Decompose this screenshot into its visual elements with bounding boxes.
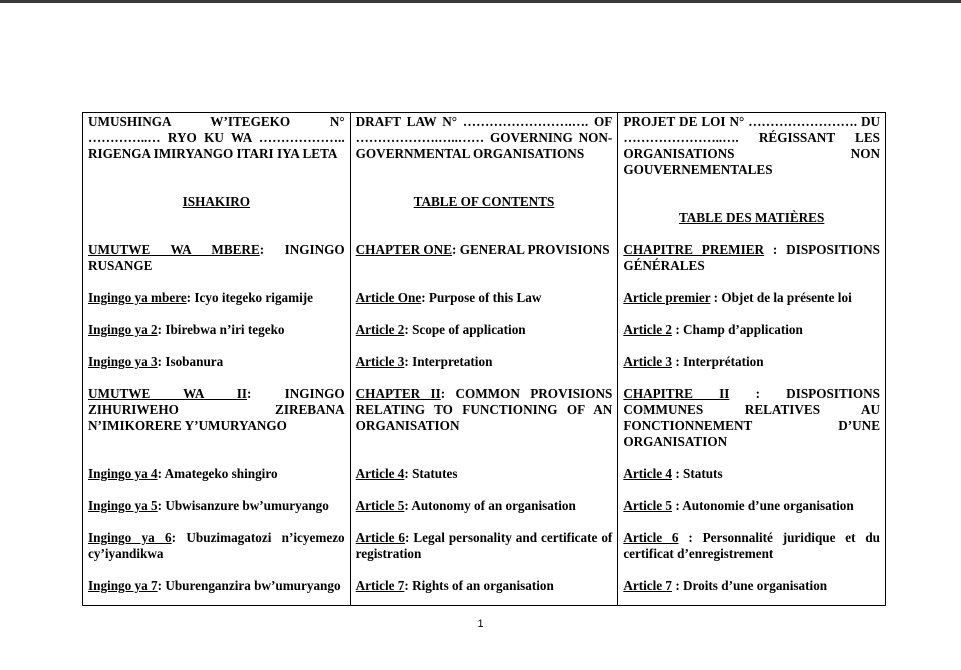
entry-label: Article 2 xyxy=(623,322,673,337)
entry-text: Purpose of this Law xyxy=(428,290,542,305)
entry-separator: : xyxy=(404,498,412,513)
entry-text: Autonomy of an organisation xyxy=(411,498,576,513)
article-entry xyxy=(88,466,345,482)
entry-label: Article premier xyxy=(623,290,711,305)
trilingual-toc-table xyxy=(82,112,886,606)
spacer xyxy=(356,482,613,498)
spacer xyxy=(88,434,345,466)
entry-separator: : xyxy=(157,498,166,513)
page-number: 1 xyxy=(477,618,484,630)
entry-label: Article 7 xyxy=(623,578,673,593)
spacer xyxy=(88,210,345,242)
chapter-entry xyxy=(88,242,345,274)
entry-label: Article 4 xyxy=(623,466,673,481)
entry-separator: : xyxy=(404,578,413,593)
entry-separator: : xyxy=(157,466,165,481)
chapter-entry xyxy=(623,386,880,450)
entry-text: Ubwisanzure bw’umuryango xyxy=(165,498,329,513)
entry-separator: : xyxy=(729,386,787,401)
spacer xyxy=(88,370,345,386)
spacer xyxy=(623,338,880,354)
column-kinyarwanda xyxy=(83,113,351,606)
spacer xyxy=(356,514,613,530)
entry-text: Objet de la présente loi xyxy=(721,290,852,305)
spacer xyxy=(356,306,613,322)
entry-separator: : xyxy=(672,498,683,513)
spacer xyxy=(356,338,613,354)
article-entry xyxy=(623,322,880,338)
entry-text: Interprétation xyxy=(683,354,764,369)
toc-heading: ISHAKIRO xyxy=(182,194,251,209)
article-entry xyxy=(356,290,613,306)
entry-text: Scope of application xyxy=(412,322,526,337)
entry-separator: : xyxy=(440,386,456,401)
entry-label: UMUTWE WA II xyxy=(88,386,248,401)
entry-label: CHAPTER II xyxy=(355,386,441,401)
entry-label: Ingingo ya 3 xyxy=(88,354,158,369)
spacer xyxy=(623,226,880,242)
article-entry xyxy=(623,498,880,514)
article-entry xyxy=(88,290,345,306)
entry-label: Article One xyxy=(355,290,422,305)
entry-label: Article 5 xyxy=(623,498,673,513)
entry-separator: : xyxy=(672,354,684,369)
article-entry xyxy=(356,498,613,514)
spacer xyxy=(356,162,613,194)
entry-label: CHAPITRE PREMIER xyxy=(623,242,765,257)
entry-separator: : xyxy=(421,290,429,305)
spacer xyxy=(356,434,613,466)
table-row xyxy=(83,113,886,606)
entry-label: UMUTWE WA MBERE xyxy=(88,242,260,257)
entry-separator: : xyxy=(171,530,187,545)
article-entry xyxy=(623,290,880,306)
entry-text: Statutes xyxy=(412,466,458,481)
entry-label: Ingingo ya mbere xyxy=(88,290,187,305)
entry-separator: : xyxy=(710,290,722,305)
entry-separator: : xyxy=(157,354,166,369)
law-title: DRAFT LAW N° …………………….…. OF ……………….…..…… GOVERNING NON-GOVERNMENTAL ORGANISATIONS xyxy=(355,114,613,161)
entry-text: Personnalité juridique et du certificat d’enregistrement xyxy=(623,530,880,561)
chapter-entry xyxy=(623,242,880,274)
entry-label: Ingingo ya 4 xyxy=(88,466,158,481)
toc-heading: TABLE DES MATIÈRES xyxy=(678,210,825,225)
entry-text: DISPOSITIONS GÉNÉRALES xyxy=(623,242,880,273)
entry-text: COMMON PROVISIONS RELATING TO FUNCTIONING OF AN ORGANISATION xyxy=(355,386,613,433)
entry-separator: : xyxy=(186,290,195,305)
entry-separator: : xyxy=(452,242,460,257)
entry-separator: : xyxy=(404,322,413,337)
spacer xyxy=(356,258,613,290)
entry-label: Ingingo ya 2 xyxy=(88,322,158,337)
entry-text: Rights of an organisation xyxy=(412,578,554,593)
article-entry xyxy=(356,530,613,562)
entry-separator: : xyxy=(259,242,285,257)
entry-text: INGINGO ZIHURIWEHO ZIREBANA N’IMIKORERE Y’UMURYANGO xyxy=(88,386,345,433)
spacer xyxy=(623,450,880,466)
spacer xyxy=(356,210,613,242)
spacer xyxy=(88,338,345,354)
spacer xyxy=(623,562,880,578)
article-entry xyxy=(623,578,880,594)
entry-text: Droits d’une organisation xyxy=(683,578,828,593)
spacer xyxy=(88,306,345,322)
entry-separator: : xyxy=(764,242,787,257)
entry-text: Statuts xyxy=(683,466,723,481)
entry-text: Ubuzimagatozi n’icyemezo cy’iyandikwa xyxy=(88,530,345,561)
entry-text: Legal personality and certificate of registration xyxy=(355,530,613,561)
entry-label: CHAPTER ONE xyxy=(355,242,453,257)
spacer xyxy=(623,306,880,322)
spacer xyxy=(623,514,880,530)
entry-label: Article 5 xyxy=(355,498,405,513)
article-entry xyxy=(88,498,345,514)
article-entry xyxy=(356,466,613,482)
entry-text: INGINGO RUSANGE xyxy=(88,242,345,273)
entry-text: GENERAL PROVISIONS xyxy=(459,242,610,257)
entry-label: Ingingo ya 6 xyxy=(88,530,172,545)
article-entry xyxy=(88,578,345,594)
chapter-entry xyxy=(88,386,345,434)
entry-label: Article 2 xyxy=(355,322,405,337)
article-entry xyxy=(623,466,880,482)
entry-separator: : xyxy=(157,322,166,337)
article-entry xyxy=(623,354,880,370)
article-entry xyxy=(356,322,613,338)
entry-separator: : xyxy=(157,578,166,593)
entry-label: CHAPITRE II xyxy=(623,386,730,401)
entry-text: Interpretation xyxy=(412,354,493,369)
spacer xyxy=(623,370,880,386)
entry-label: Article 6 xyxy=(355,530,406,545)
spacer xyxy=(88,562,345,578)
entry-separator: : xyxy=(672,466,684,481)
law-title: UMUSHINGA W’ITEGEKO N° …………..… RYO KU WA ……………….. RIGENGA IMIRYANGO ITARI IYA LETA xyxy=(88,114,345,161)
entry-separator: : xyxy=(247,386,285,401)
entry-text: Icyo itegeko rigamije xyxy=(194,290,314,305)
entry-text: Autonomie d’une organisation xyxy=(682,498,854,513)
spacer xyxy=(623,482,880,498)
spacer xyxy=(88,514,345,530)
column-english xyxy=(350,113,618,606)
entry-label: Article 6 xyxy=(623,530,679,545)
chapter-entry xyxy=(356,386,613,434)
toc-heading: TABLE OF CONTENTS xyxy=(413,194,555,209)
entry-label: Article 3 xyxy=(623,354,673,369)
spacer xyxy=(88,274,345,290)
window-top-border xyxy=(0,0,961,3)
entry-text: Champ d’application xyxy=(683,322,803,337)
spacer xyxy=(623,178,880,210)
spacer xyxy=(356,562,613,578)
article-entry xyxy=(88,354,345,370)
entry-separator: : xyxy=(672,322,684,337)
entry-label: Ingingo ya 5 xyxy=(88,498,158,513)
entry-separator: : xyxy=(678,530,703,545)
entry-text: Uburenganzira bw’umuryango xyxy=(165,578,341,593)
law-title: PROJET DE LOI N° ……………………. DU …………………..…. RÉGISSANT LES ORGANISATIONS NON GOUVERNEMENTALES xyxy=(623,114,880,177)
entry-separator: : xyxy=(404,466,413,481)
entry-label: Article 3 xyxy=(355,354,405,369)
entry-separator: : xyxy=(672,578,684,593)
article-entry xyxy=(88,530,345,562)
entry-text: DISPOSITIONS COMMUNES RELATIVES AU FONCTIONNEMENT D’UNE ORGANISATION xyxy=(623,386,880,449)
spacer xyxy=(88,162,345,194)
spacer xyxy=(356,370,613,386)
column-french xyxy=(618,113,886,606)
entry-label: Article 7 xyxy=(355,578,405,593)
entry-label: Article 4 xyxy=(355,466,405,481)
entry-text: Amategeko shingiro xyxy=(164,466,278,481)
entry-label: Ingingo ya 7 xyxy=(88,578,158,593)
spacer xyxy=(623,274,880,290)
entry-text: Isobanura xyxy=(165,354,224,369)
article-entry xyxy=(88,322,345,338)
article-entry xyxy=(356,578,613,594)
entry-separator: : xyxy=(405,530,414,545)
article-entry xyxy=(623,530,880,562)
spacer xyxy=(88,482,345,498)
entry-separator: : xyxy=(404,354,413,369)
article-entry xyxy=(356,354,613,370)
chapter-entry xyxy=(356,242,613,258)
entry-text: Ibirebwa n’iri tegeko xyxy=(165,322,285,337)
